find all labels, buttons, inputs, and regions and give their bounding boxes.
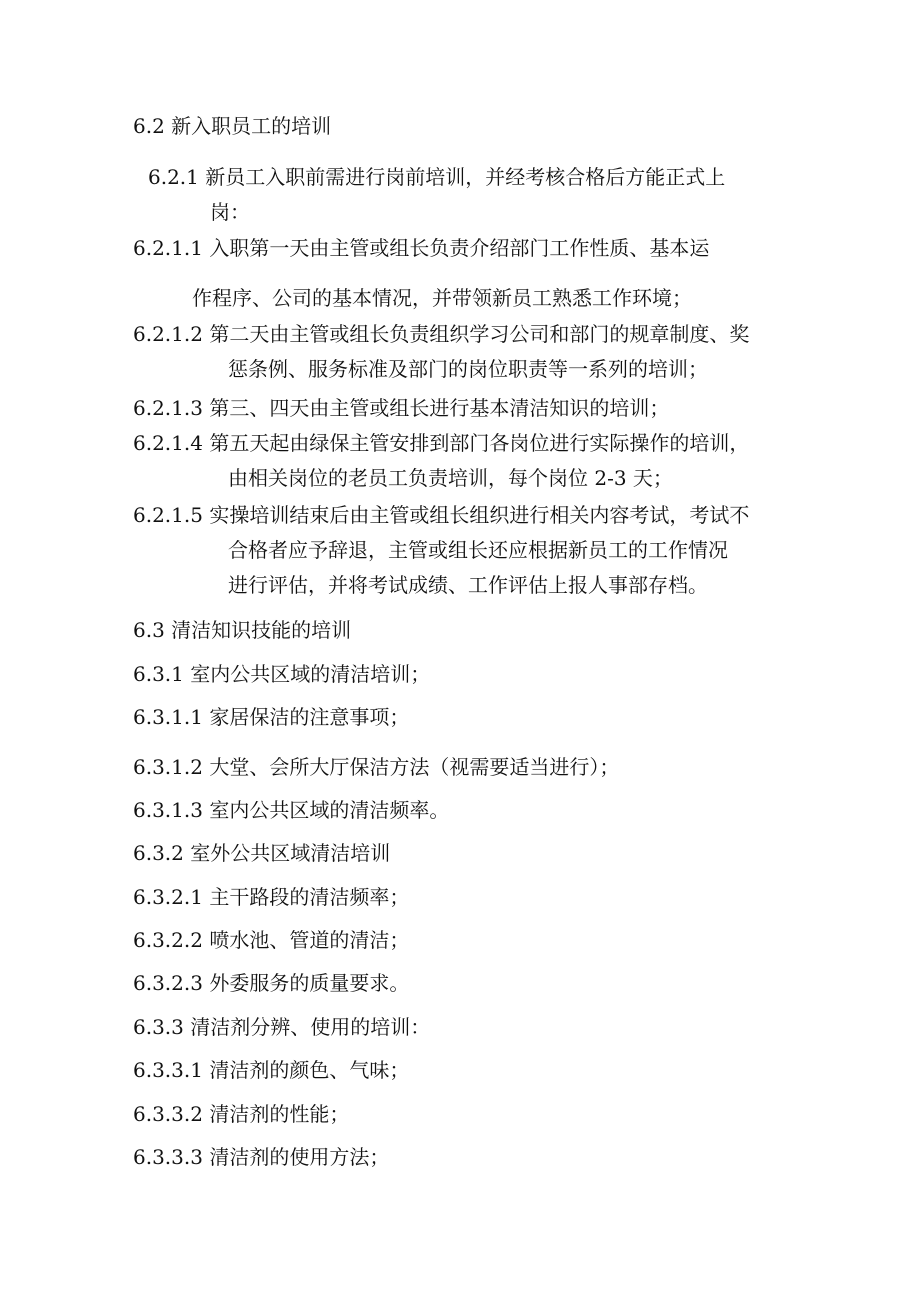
item-6-3-1-1: 6.3.1.1 家居保洁的注意事项；	[133, 705, 410, 729]
item-6-3-3: 6.3.3 清洁剂分辨、使用的培训：	[133, 1015, 431, 1039]
item-6-2-1-3: 6.2.1.3 第三、四天由主管或组长进行基本清洁知识的培训；	[133, 396, 670, 420]
item-6-2-1-2-cont: 惩条例、服务标准及部门的岗位职责等一系列的培训；	[228, 357, 708, 381]
item-6-3-2-3: 6.3.2.3 外委服务的质量要求。	[133, 971, 410, 995]
heading-6-2: 6.2 新入职员工的培训	[133, 114, 332, 138]
item-6-3-2: 6.3.2 室外公共区域清洁培训	[133, 841, 391, 865]
item-6-2-1-4: 6.2.1.4 第五天起由绿保主管安排到部门各岗位进行实际操作的培训，	[133, 431, 750, 455]
item-6-2-1-5-cont-1: 合格者应予辞退，主管或组长还应根据新员工的工作情况	[228, 538, 728, 562]
item-6-2-1-5: 6.2.1.5 实操培训结束后由主管或组长组织进行相关内容考试，考试不	[133, 503, 750, 527]
item-6-2-1-cont: 岗：	[210, 200, 250, 224]
item-6-3-2-1: 6.3.2.1 主干路段的清洁频率；	[133, 885, 410, 909]
item-6-2-1-4-cont: 由相关岗位的老员工负责培训，每个岗位 2-3 天；	[228, 466, 673, 490]
item-6-3-3-1: 6.3.3.1 清洁剂的颜色、气味；	[133, 1058, 410, 1082]
item-6-3-3-2: 6.3.3.2 清洁剂的性能；	[133, 1102, 350, 1126]
item-6-3-1-2: 6.3.1.2 大堂、会所大厅保洁方法（视需要适当进行）；	[133, 755, 620, 779]
item-6-3-1-3: 6.3.1.3 室内公共区域的清洁频率。	[133, 798, 450, 822]
item-6-3-3-3: 6.3.3.3 清洁剂的使用方法；	[133, 1145, 390, 1169]
item-6-3-1: 6.3.1 室内公共区域的清洁培训；	[133, 662, 431, 686]
item-6-2-1-5-cont-2: 进行评估，并将考试成绩、工作评估上报人事部存档。	[228, 573, 708, 597]
heading-6-3: 6.3 清洁知识技能的培训	[133, 618, 352, 642]
item-6-2-1-1-cont: 作程序、公司的基本情况，并带领新员工熟悉工作环境；	[192, 286, 692, 310]
item-6-2-1-2: 6.2.1.2 第二天由主管或组长负责组织学习公司和部门的规章制度、奖	[133, 322, 750, 346]
item-6-2-1-1: 6.2.1.1 入职第一天由主管或组长负责介绍部门工作性质、基本运	[133, 236, 710, 260]
item-6-3-2-2: 6.3.2.2 喷水池、管道的清洁；	[133, 928, 410, 952]
item-6-2-1: 6.2.1 新员工入职前需进行岗前培训，并经考核合格后方能正式上	[148, 165, 726, 189]
